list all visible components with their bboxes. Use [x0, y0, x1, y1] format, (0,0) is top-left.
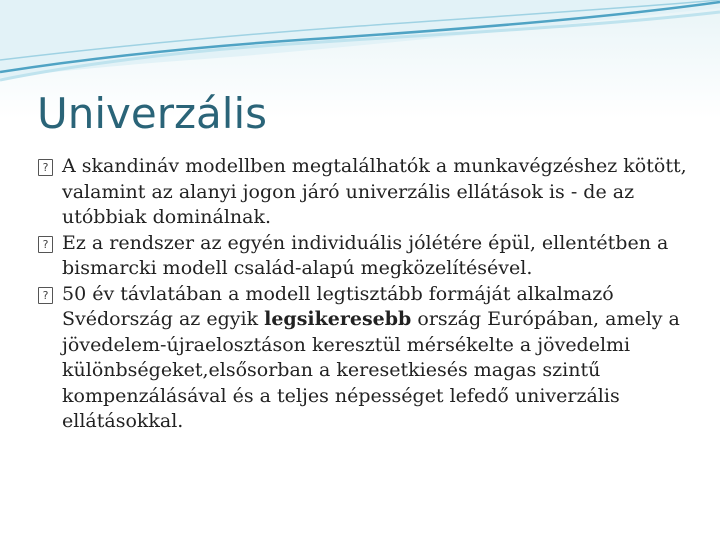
bullet-text-end: ország Európában, amely a jövedelem-újraelosztáson keresztül mérsékelte a jövedelmi különbségeket,elsősorban a keresetkiesés magas szintű kompenzálásával és a teljes népességet lefedő univerzális ellátásokkal. [62, 308, 680, 432]
bullet-item [36, 231, 688, 282]
bullet-text-start: 50 év távlatában a modell legtisztább formáját alkalmazó Svédország az egyik [62, 282, 614, 330]
bullet-list [36, 154, 688, 435]
bullet-text: A skandináv modellben megtalálhatók a munkavégzéshez kötött, valamint az alanyi jogon járó univerzális ellátások is - de az utóbbiak dominálnak. [62, 155, 687, 228]
bullet-item [36, 154, 688, 231]
bullet-bold-text: legsikeresebb [264, 308, 412, 330]
slide-title: Univerzális [37, 89, 267, 138]
bullet-marker-icon: ? [38, 287, 53, 304]
bullet-marker-icon: ? [38, 159, 53, 176]
bullet-text: Ez a rendszer az egyén individuális jólétére épül, ellentétben a bismarcki modell család-alapú megközelítésével. [62, 231, 669, 279]
bullet-item [36, 282, 688, 435]
bullet-marker-icon: ? [38, 236, 53, 253]
